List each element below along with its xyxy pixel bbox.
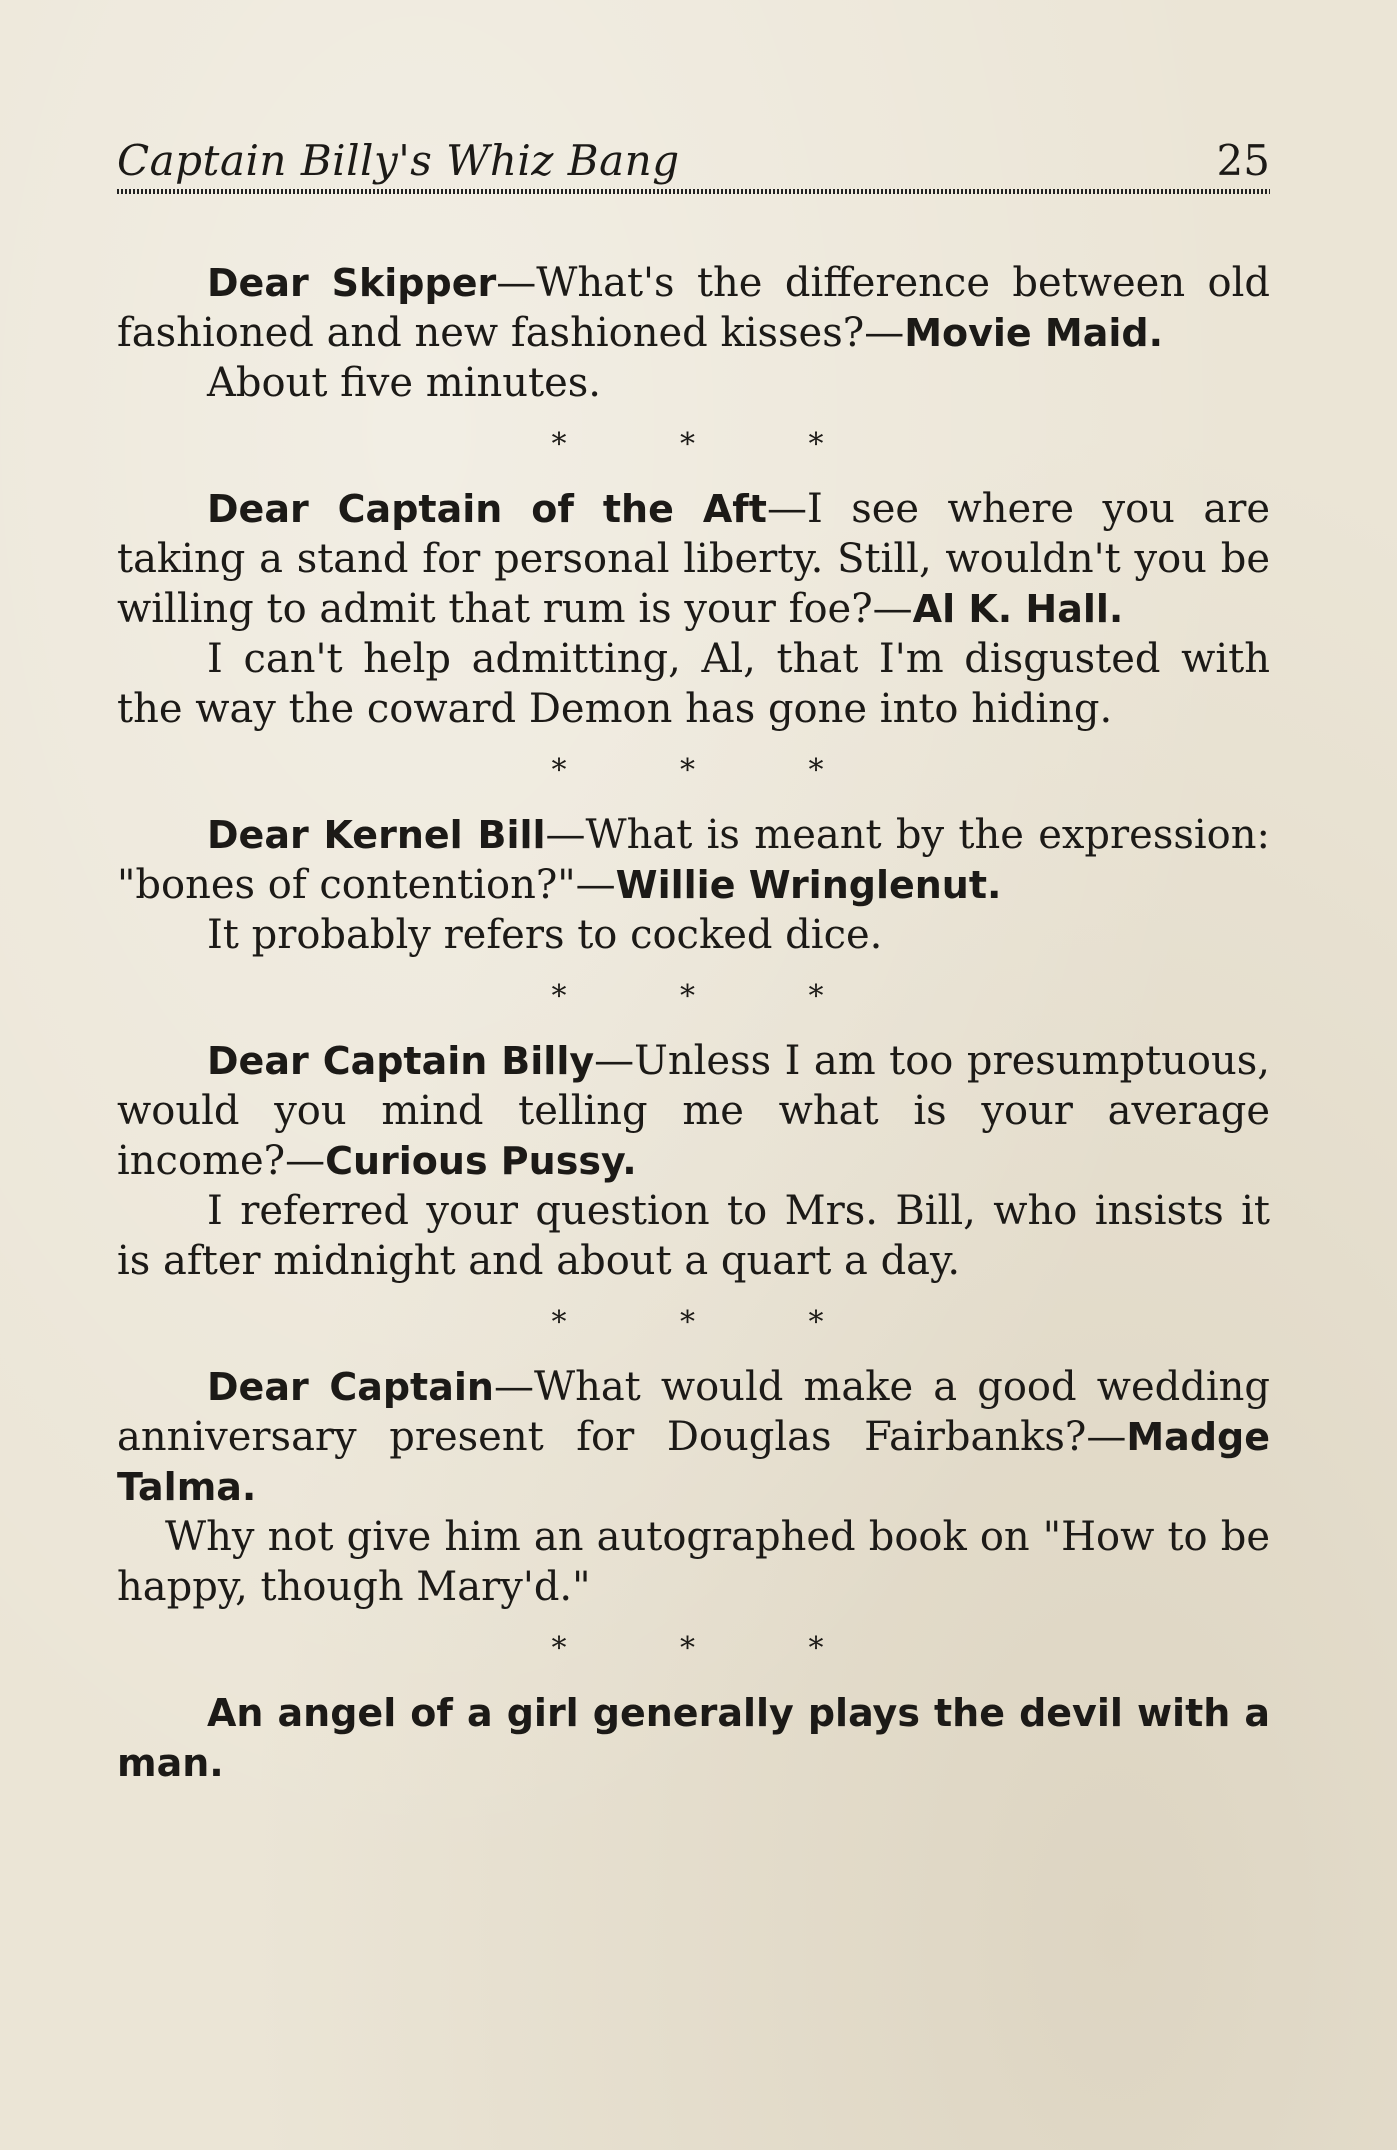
reply-text: I referred your question to Mrs. Bill, who insists it is after midnight and about a quart a day.: [117, 1188, 1270, 1284]
letter-signature: Madge Talma.: [117, 1415, 1270, 1509]
letter-signature: Willie Wringlenut.: [615, 863, 1002, 907]
publication-title: Captain Billy's Whiz Bang: [117, 136, 680, 185]
letter-question: [117, 1362, 1270, 1512]
letter-signature: Al K. Hall.: [912, 587, 1124, 631]
letter-body: —I see where you are taking a stand for personal liberty. Still, wouldn't you be willing to admit that rum is your foe?—: [117, 486, 1271, 632]
letter-body: —What's the difference between old fashioned and new fashioned kisses?—: [117, 260, 1270, 356]
closing-quip: An angel of a girl generally plays the devil with a man.: [117, 1691, 1270, 1785]
running-header: [117, 132, 1270, 192]
letter-entry: [117, 484, 1270, 734]
reply-text: It probably refers to cocked dice.: [207, 912, 883, 958]
section-separator: * * *: [551, 979, 876, 1014]
letter-salutation: Dear Captain: [207, 1365, 494, 1409]
letter-entry: [117, 258, 1270, 408]
reply-text: Why not give him an autographed book on "How to be happy, though Mary'd.": [117, 1514, 1270, 1610]
letter-salutation: Dear Captain of the Aft: [207, 487, 767, 531]
letter-entry: [117, 1036, 1270, 1286]
letter-body: —What is meant by the expression: "bones of contention?"—: [117, 812, 1270, 908]
letter-signature: Curious Pussy.: [325, 1139, 637, 1183]
letter-salutation: Dear Kernel Bill: [207, 813, 546, 857]
letter-question: [117, 1036, 1270, 1186]
section-separator: * * *: [551, 1305, 876, 1340]
letter-entry: [117, 810, 1270, 960]
reply-text: I can't help admitting, Al, that I'm disgusted with the way the coward Demon has gone into hiding.: [117, 636, 1270, 732]
letter-body: —What would make a good wedding anniversary present for Douglas Fairbanks?—: [117, 1364, 1271, 1460]
header-rule: [117, 189, 1270, 194]
letter-body: —Unless I am too presumptuous, would you mind telling me what is your average income?—: [117, 1038, 1270, 1184]
page-number: 25: [1216, 136, 1270, 185]
letter-entry: [117, 1362, 1270, 1612]
letters-column: [117, 258, 1270, 1788]
letter-question: [117, 484, 1270, 634]
reply-text: About five minutes.: [207, 360, 602, 406]
section-separator: * * *: [551, 427, 876, 462]
letter-signature: Movie Maid.: [904, 311, 1164, 355]
letter-salutation: Dear Skipper: [207, 261, 497, 305]
section-separator: * * *: [551, 1631, 876, 1666]
letter-question: [117, 258, 1270, 358]
letter-question: [117, 810, 1270, 910]
section-separator: * * *: [551, 753, 876, 788]
letter-salutation: Dear Captain Billy: [207, 1039, 595, 1083]
